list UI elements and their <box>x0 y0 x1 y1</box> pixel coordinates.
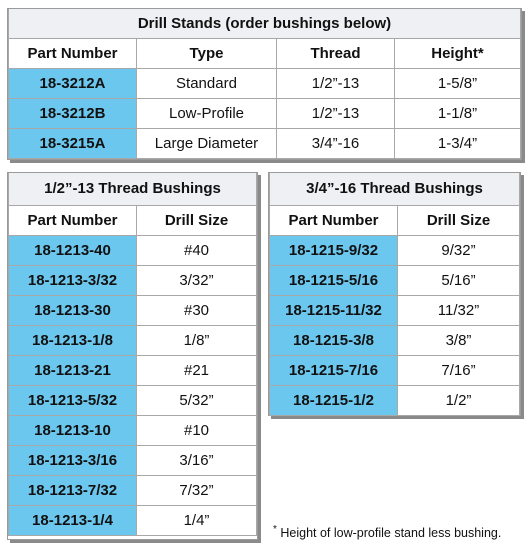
table-row <box>9 325 257 355</box>
drill-size-cell: #10 <box>137 415 257 445</box>
drill-size-cell: 5/16” <box>398 265 520 295</box>
drill-stands-table <box>8 9 521 159</box>
table-row <box>9 415 257 445</box>
height-cell: 1-5/8” <box>395 68 521 98</box>
part-number-cell: 18-1215-9/32 <box>270 235 398 265</box>
table-row <box>9 128 521 158</box>
half-inch-bushings-title: 1/2”-13 Thread Bushings <box>9 173 257 205</box>
drill-size-cell: 7/16” <box>398 355 520 385</box>
drill-stands-title-row <box>9 9 521 38</box>
height-cell: 1-3/4” <box>395 128 521 158</box>
footnote-marker: * <box>273 524 277 535</box>
drill-size-cell: 1/8” <box>137 325 257 355</box>
thread-cell: 1/2”-13 <box>277 98 395 128</box>
drill-size-cell: 3/8” <box>398 325 520 355</box>
three-quarter-inch-bushings-panel <box>268 172 521 416</box>
table-row <box>270 265 520 295</box>
drill-size-cell: 11/32” <box>398 295 520 325</box>
footnote-text: Height of low-profile stand less bushing. <box>276 526 502 541</box>
part-number-cell: 18-1213-1/8 <box>9 325 137 355</box>
table-row <box>270 325 520 355</box>
drill-size-cell: 7/32” <box>137 475 257 505</box>
three-quarter-bushings-title: 3/4”-16 Thread Bushings <box>270 173 520 205</box>
header-height: Height* <box>395 38 521 68</box>
header-type: Type <box>137 38 277 68</box>
drill-stands-header-row <box>9 38 521 68</box>
three-quarter-bushings-title-row <box>270 173 520 205</box>
part-number-cell: 18-1215-3/8 <box>270 325 398 355</box>
table-row <box>270 355 520 385</box>
table-row <box>9 355 257 385</box>
part-number-cell: 18-1213-21 <box>9 355 137 385</box>
table-row <box>9 475 257 505</box>
drill-size-cell: 5/32” <box>137 385 257 415</box>
part-number-cell: 18-3212A <box>9 68 137 98</box>
part-number-cell: 18-1215-5/16 <box>270 265 398 295</box>
table-row <box>270 385 520 415</box>
drill-size-cell: 1/4” <box>137 505 257 535</box>
drill-size-cell: 3/16” <box>137 445 257 475</box>
table-row <box>9 68 521 98</box>
drill-size-cell: #30 <box>137 295 257 325</box>
header-drill-size: Drill Size <box>137 205 257 235</box>
table-row <box>9 98 521 128</box>
drill-size-cell: #21 <box>137 355 257 385</box>
part-number-cell: 18-1213-3/16 <box>9 445 137 475</box>
drill-size-cell: 9/32” <box>398 235 520 265</box>
drill-size-cell: #40 <box>137 235 257 265</box>
table-row <box>9 445 257 475</box>
part-number-cell: 18-1213-5/32 <box>9 385 137 415</box>
table-row <box>9 235 257 265</box>
type-cell: Standard <box>137 68 277 98</box>
drill-size-cell: 3/32” <box>137 265 257 295</box>
drill-stands-title: Drill Stands (order bushings below) <box>9 9 521 38</box>
header-part-number: Part Number <box>9 38 137 68</box>
table-row <box>270 235 520 265</box>
table-row <box>9 385 257 415</box>
three-quarter-bushings-header-row <box>270 205 520 235</box>
part-number-cell: 18-1213-3/32 <box>9 265 137 295</box>
half-inch-bushings-panel <box>7 172 258 540</box>
table-row <box>9 265 257 295</box>
part-number-cell: 18-1213-40 <box>9 235 137 265</box>
three-quarter-inch-bushings-table <box>269 173 520 416</box>
part-number-cell: 18-3212B <box>9 98 137 128</box>
part-number-cell: 18-1215-1/2 <box>270 385 398 415</box>
half-inch-bushings-title-row <box>9 173 257 205</box>
height-cell: 1-1/8” <box>395 98 521 128</box>
table-row <box>270 295 520 325</box>
header-drill-size: Drill Size <box>398 205 520 235</box>
header-part-number: Part Number <box>270 205 398 235</box>
part-number-cell: 18-1215-7/16 <box>270 355 398 385</box>
thread-cell: 3/4”-16 <box>277 128 395 158</box>
half-inch-bushings-table <box>8 173 257 536</box>
part-number-cell: 18-1213-30 <box>9 295 137 325</box>
type-cell: Low-Profile <box>137 98 277 128</box>
thread-cell: 1/2”-13 <box>277 68 395 98</box>
type-cell: Large Diameter <box>137 128 277 158</box>
header-thread: Thread <box>277 38 395 68</box>
part-number-cell: 18-1213-7/32 <box>9 475 137 505</box>
header-part-number: Part Number <box>9 205 137 235</box>
drill-size-cell: 1/2” <box>398 385 520 415</box>
half-inch-bushings-header-row <box>9 205 257 235</box>
footnote <box>273 524 501 540</box>
drill-stands-panel <box>7 8 522 160</box>
part-number-cell: 18-1213-10 <box>9 415 137 445</box>
part-number-cell: 18-1215-11/32 <box>270 295 398 325</box>
table-row <box>9 295 257 325</box>
part-number-cell: 18-1213-1/4 <box>9 505 137 535</box>
table-row <box>9 505 257 535</box>
part-number-cell: 18-3215A <box>9 128 137 158</box>
